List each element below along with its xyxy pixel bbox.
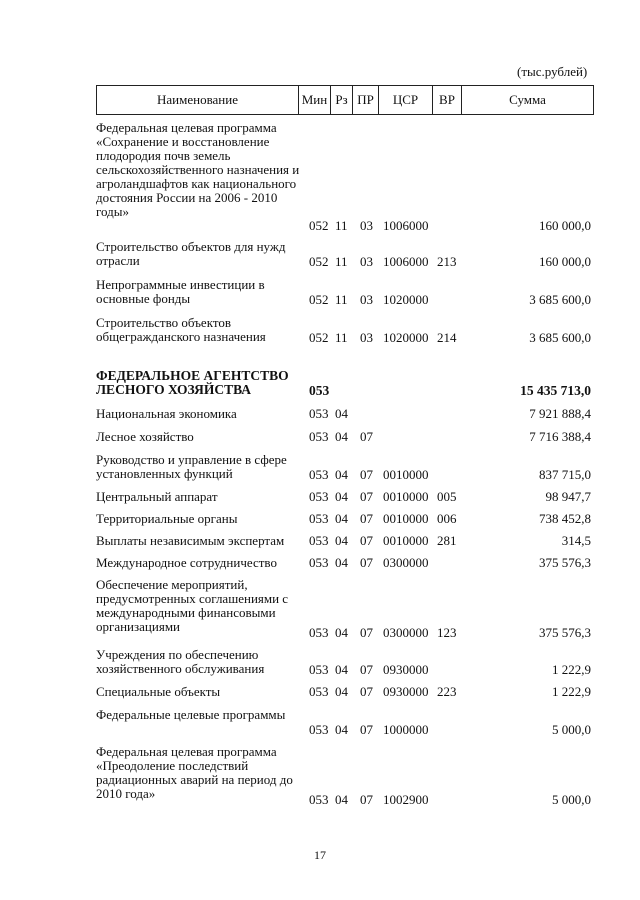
row-pr: 07: [360, 662, 373, 677]
row-pr: 07: [360, 555, 373, 570]
row-csr: 0010000: [383, 467, 429, 482]
row-pr: 07: [360, 533, 373, 548]
row-name: Специальные объекты: [96, 684, 221, 699]
row-pr: 07: [360, 792, 373, 807]
row-sum: 314,5: [561, 533, 591, 548]
row-pr: 07: [360, 511, 373, 526]
header-vr: ВР: [432, 85, 462, 115]
row-rz: 04: [335, 722, 348, 737]
row-min: 052: [309, 292, 329, 307]
row-rz: 04: [335, 467, 348, 482]
row-min: 053: [309, 625, 329, 640]
header-min: Мин: [298, 85, 331, 115]
row-csr: 0010000: [383, 489, 429, 504]
row-csr: 1006000: [383, 218, 429, 233]
row-rz: 04: [335, 406, 348, 421]
row-min: 052: [309, 254, 329, 269]
row-csr: 0930000: [383, 662, 429, 677]
row-rz: 04: [335, 511, 348, 526]
row-name: Обеспечение мероприятий, предусмотренных соглашениями с международными финансовыми организациями: [96, 577, 289, 634]
row-name: Руководство и управление в сфере установленных функций: [96, 452, 287, 481]
row-csr: 1020000: [383, 292, 429, 307]
header-csr: ЦСР: [378, 85, 433, 115]
row-vr: 223: [437, 684, 457, 699]
row-min: 053: [309, 555, 329, 570]
row-min: 053: [309, 662, 329, 677]
row-min: 053: [309, 511, 329, 526]
row-vr: 005: [437, 489, 457, 504]
header-rz: Рз: [330, 85, 353, 115]
row-min: 053: [309, 684, 329, 699]
row-min: 053: [309, 533, 329, 548]
row-rz: 04: [335, 489, 348, 504]
row-min: 053: [309, 467, 329, 482]
row-min: 052: [309, 330, 329, 345]
row-rz: 04: [335, 684, 348, 699]
row-rz: 04: [335, 662, 348, 677]
row-rz: 04: [335, 533, 348, 548]
row-name: Национальная экономика: [96, 406, 237, 421]
row-name: Центральный аппарат: [96, 489, 218, 504]
row-csr: 0300000: [383, 555, 429, 570]
row-sum: 160 000,0: [539, 218, 591, 233]
row-rz: 04: [335, 429, 348, 444]
row-sum: 7 716 388,4: [529, 429, 591, 444]
header-name: Наименование: [96, 85, 299, 115]
row-csr: 0930000: [383, 684, 429, 699]
row-csr: 0300000: [383, 625, 429, 640]
row-vr: 213: [437, 254, 457, 269]
row-sum: 3 685 600,0: [529, 330, 591, 345]
row-sum: 1 222,9: [552, 662, 591, 677]
row-csr: 1020000: [383, 330, 429, 345]
row-min: 053: [309, 429, 329, 444]
header-pr: ПР: [352, 85, 379, 115]
row-name: ФЕДЕРАЛЬНОЕ АГЕНТСТВО ЛЕСНОГО ХОЗЯЙСТВА: [96, 368, 289, 397]
page-number: 17: [314, 848, 326, 862]
row-sum: 837 715,0: [539, 467, 591, 482]
row-rz: 11: [335, 254, 348, 269]
row-pr: 07: [360, 684, 373, 699]
row-min: 052: [309, 218, 329, 233]
row-sum: 15 435 713,0: [520, 383, 591, 398]
row-sum: 160 000,0: [539, 254, 591, 269]
row-sum: 5 000,0: [552, 792, 591, 807]
row-pr: 07: [360, 429, 373, 444]
row-min: 053: [309, 406, 329, 421]
row-sum: 738 452,8: [539, 511, 591, 526]
row-sum: 375 576,3: [539, 625, 591, 640]
row-vr: 123: [437, 625, 457, 640]
row-csr: 0010000: [383, 511, 429, 526]
row-pr: 03: [360, 330, 373, 345]
row-name: Выплаты независимым экспертам: [96, 533, 285, 548]
row-min: 053: [309, 383, 330, 398]
row-rz: 04: [335, 625, 348, 640]
row-name: Международное сотрудничество: [96, 555, 277, 570]
row-pr: 07: [360, 489, 373, 504]
row-sum: 375 576,3: [539, 555, 591, 570]
row-csr: 1006000: [383, 254, 429, 269]
row-vr: 006: [437, 511, 457, 526]
row-pr: 03: [360, 292, 373, 307]
row-pr: 03: [360, 218, 373, 233]
row-name: Федеральные целевые программы: [96, 707, 286, 722]
row-name: Строительство объектов общегражданского назначения: [96, 315, 266, 344]
row-sum: 3 685 600,0: [529, 292, 591, 307]
row-name: Лесное хозяйство: [96, 429, 194, 444]
row-sum: 1 222,9: [552, 684, 591, 699]
row-name: Федеральная целевая программа «Преодоление последствий радиационных аварий на период до 2010 года»: [96, 744, 293, 801]
row-pr: 03: [360, 254, 373, 269]
row-rz: 11: [335, 218, 348, 233]
row-name: Федеральная целевая программа «Сохранение и восстановление плодородия почв земель сельскохозяйственного назначения и агроландшафтов как национального достояния России на 2006 - 2010 годы»: [96, 120, 300, 219]
row-sum: 5 000,0: [552, 722, 591, 737]
row-sum: 7 921 888,4: [529, 406, 591, 421]
row-pr: 07: [360, 625, 373, 640]
row-pr: 07: [360, 722, 373, 737]
row-name: Учреждения по обеспечению хозяйственного обслуживания: [96, 647, 265, 676]
row-name: Территориальные органы: [96, 511, 238, 526]
row-csr: 1002900: [383, 792, 429, 807]
row-vr: 214: [437, 330, 457, 345]
row-sum: 98 947,7: [545, 489, 591, 504]
unit-label: (тыс.рублей): [517, 64, 588, 79]
row-min: 053: [309, 722, 329, 737]
row-csr: 1000000: [383, 722, 429, 737]
row-rz: 11: [335, 292, 348, 307]
row-name: Строительство объектов для нужд отрасли: [96, 239, 286, 268]
row-rz: 11: [335, 330, 348, 345]
row-rz: 04: [335, 555, 348, 570]
header-sum: Сумма: [461, 85, 594, 115]
row-rz: 04: [335, 792, 348, 807]
row-min: 053: [309, 489, 329, 504]
row-name: Непрограммные инвестиции в основные фонды: [96, 277, 265, 306]
row-pr: 07: [360, 467, 373, 482]
row-vr: 281: [437, 533, 457, 548]
row-csr: 0010000: [383, 533, 429, 548]
row-min: 053: [309, 792, 329, 807]
